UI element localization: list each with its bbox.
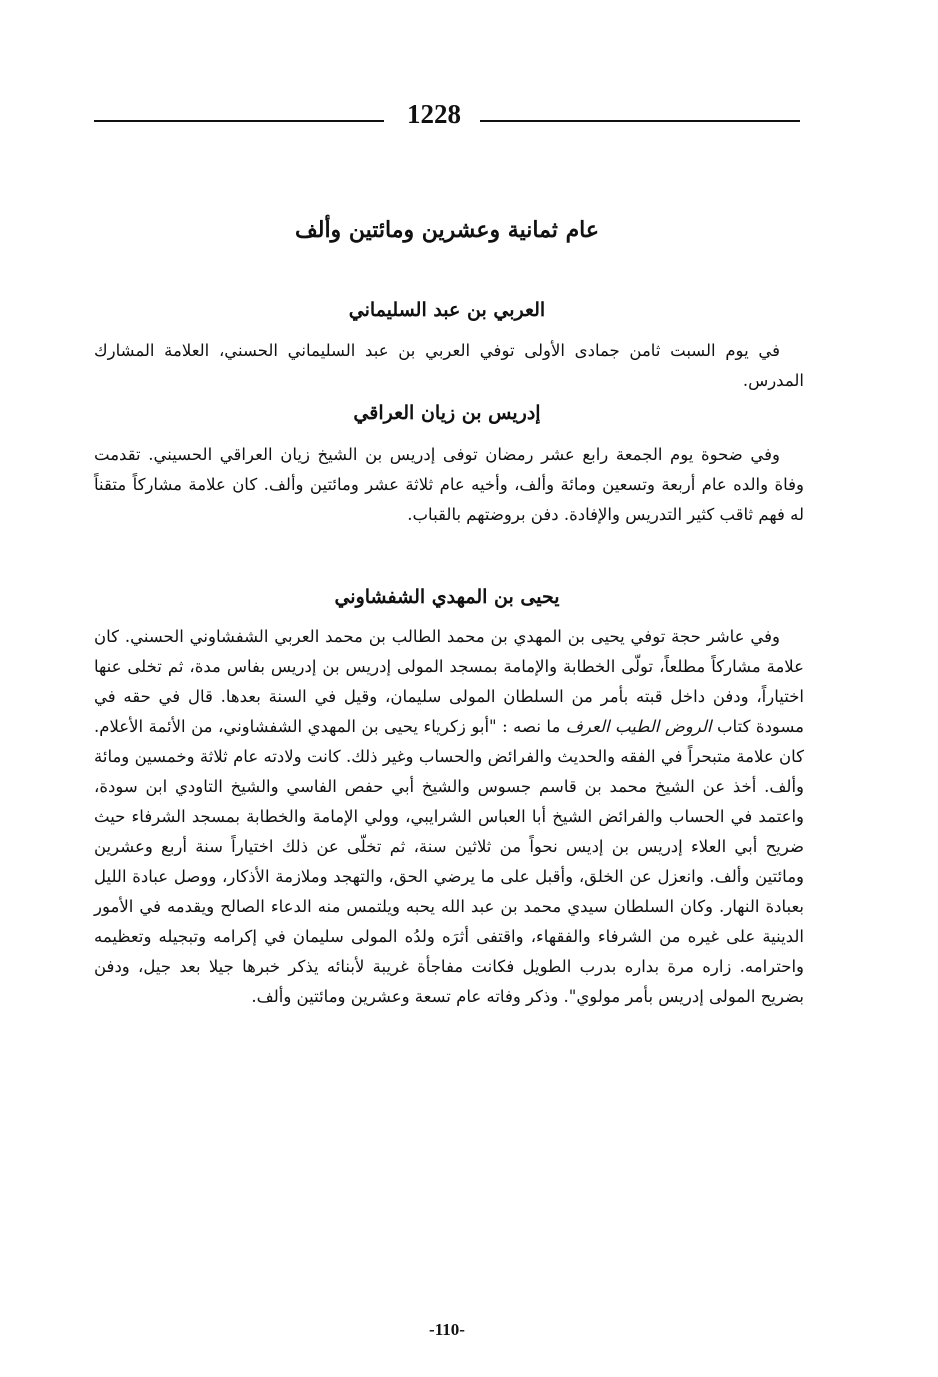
section-heading-3: يحيى بن المهدي الشفشاوني [334,586,560,608]
header-year: 1228 [407,99,461,129]
page-number: -110- [429,1320,465,1339]
header-rule-left [94,120,384,122]
book-title: الروض الطيب العرف [565,717,712,736]
paragraph-1: في يوم السبت ثامن جمادى الأولى توفي العربي بن عبد السليماني الحسني، العلامة المشارك المدرس. [94,341,804,390]
section-text-3 [94,622,804,1012]
section-heading-2: إدريس بن زيان العراقي [353,402,541,424]
section-text-1 [94,336,804,396]
paragraph-2: وفي ضحوة يوم الجمعة رابع عشر رمضان توفى إدريس بن الشيخ زيان العراقي الحسيني. تقدمت وفاة والده عام أربعة وتسعين ومائة وألف، وأخيه عام ثلاثة عشر ومائتين وألف. كان علامة مشاركاً متقناً له فهم ثاقب كثير التدريس والإفادة. دفن بروضتهم بالقباب. [94,445,804,524]
section-heading-1: العربي بن عبد السليماني [348,299,546,321]
paragraph-3 [94,622,804,1012]
page-header [94,96,800,136]
paragraph-3-part-2: ما نصه : "أبو زكرياء يحيى بن المهدي الشفشاوني، من الأئمة الأعلام. كان علامة متبحراً في الفقه والحديث والفرائض والحساب وغير ذلك. كانت ولادته عام ثلاثة وخمسين ومائة وألف. أخذ عن الشيخ محمد بن قاسم جسوس والشيخ أبي حفص الفاسي والشيخ التاودي ابن سودة، واعتمد في الحساب والفرائض الشيخ أبا العباس الشرايبي، وولي الإمامة والخطابة بمسجد الشرفاء حيث ضريح أبي العلاء إدريس بن إديس نحواً من ثلاثين سنة، ثم تخلّى عن ذلك اختياراً سنة أربع وعشرين ومائتين وألف. وانعزل عن الخلق، وأقبل على ما يرضي الحق، والتهجد وملازمة الأذكار، ووصل عبادة الليل بعبادة النهار. وكان السلطان سيدي محمد بن عبد الله يحبه ويلتمس منه الدعاء الصالح ويقدمه في الأمور الدينية على غيره من الشرفاء والفقهاء، واقتفى أثرَه ولدُه المولى سليمان في إكرامه وتبجيله وتعظيمه واحترامه. زاره مرة بداره بدرب الطويل فكانت مفاجأة غريبة لأبنائه يذكر خبرها جيلا بعد جيل، ودفن بضريح المولى إدريس بأمر مولوي". وذكر وفاته عام تسعة وعشرين ومائتين وألف. [94,717,804,1006]
page-title: عام ثمانية وعشرين ومائتين وألف [294,217,600,243]
paragraph-3-part-1: وفي عاشر حجة توفي يحيى بن المهدي بن محمد الطالب بن محمد العربي الشفشاوني الحسني. كان علامة مشاركاً مطلعاً، تولّى الخطابة والإمامة بمسجد المولى إدريس بن إدريس بفاس مدة، ثم تخلى عنها اختياراً، ودفن داخل قبته بأمر من السلطان المولى سليمان، وقيل في السنة بعدها. قال في حقه في مسودة كتاب [94,627,804,736]
header-rule-right [480,120,800,122]
section-text-2 [94,440,804,530]
